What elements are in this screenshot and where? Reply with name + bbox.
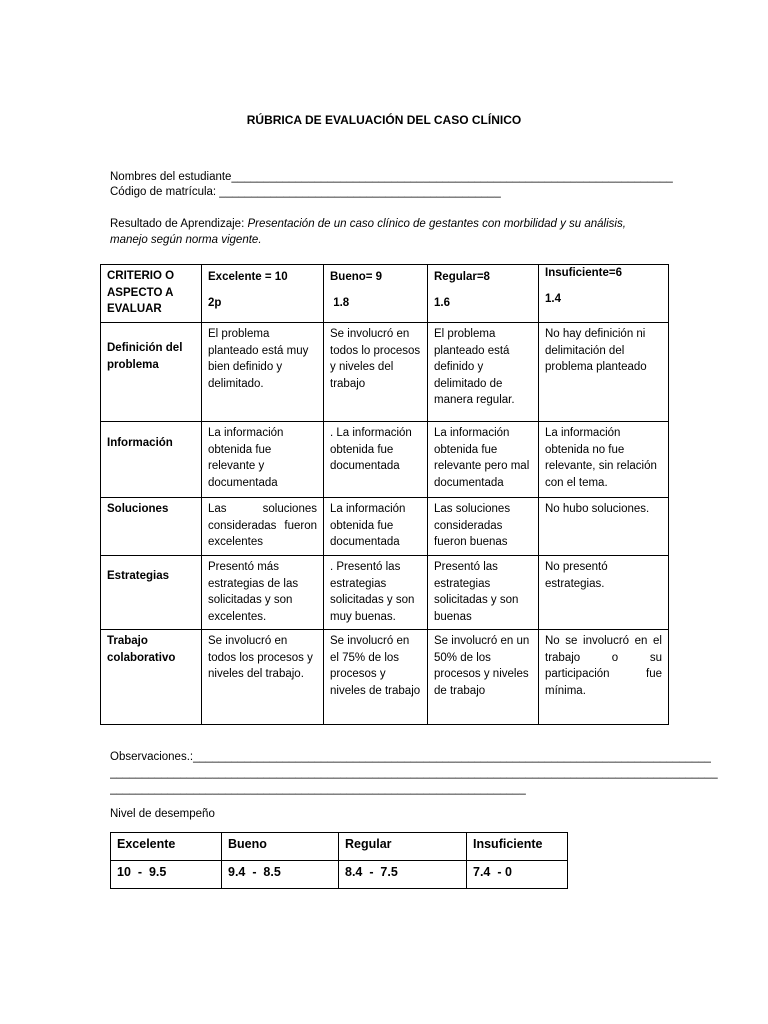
page-title: RÚBRICA DE EVALUACIÓN DEL CASO CLÍNICO: [246, 113, 522, 127]
criterion-cell: Trabajo colaborativo: [101, 630, 202, 725]
criterion-header: [101, 265, 202, 323]
rubric-cell: No hay definición ni delimitación del problema planteado: [539, 323, 669, 422]
rubric-cell: No hubo soluciones.: [539, 498, 669, 556]
performance-header: Insuficiente: [467, 833, 568, 861]
level-label: Regular=8: [434, 271, 490, 283]
level-header-insuficiente: [539, 265, 669, 323]
learning-outcome-line-1: [110, 218, 626, 230]
rubric-cell: La información obtenida fue relevante y documentada: [202, 422, 324, 498]
criterion-cell: Soluciones: [101, 498, 202, 556]
learning-outcome-label: Resultado de Aprendizaje:: [110, 218, 248, 230]
learning-outcome-text-2: manejo según norma vigente.: [110, 234, 262, 246]
level-points: 1.8: [330, 296, 350, 309]
rubric-cell: Las soluciones consideradas fueron buenas: [428, 498, 539, 556]
criterion-cell: Información: [101, 422, 202, 498]
rubric-cell: Presentó las estrategias solicitadas y son buenas: [428, 556, 539, 630]
rubric-cell: Se involucró en el 75% de los procesos y niveles de trabajo: [324, 630, 428, 725]
rubric-cell: Se involucró en todos lo procesos y niveles del trabajo: [324, 323, 428, 422]
enrollment-code-line: Código de matrícula: ____________________________________________: [110, 186, 501, 198]
rubric-row-informacion: [101, 422, 669, 498]
rubric-cell: Presentó más estrategias de las solicitadas y son excelentes.: [202, 556, 324, 630]
rubric-cell: . Presentó las estrategias solicitadas y son muy buenas.: [324, 556, 428, 630]
rubric-row-soluciones: [101, 498, 669, 556]
performance-level-table: [110, 832, 568, 889]
level-header-regular: [428, 265, 539, 323]
criterion-cell: Definición del problema: [101, 323, 202, 422]
rubric-cell: La información obtenida fue documentada: [324, 498, 428, 556]
performance-range: 10 - 9.5: [111, 861, 222, 889]
rubric-row-trabajo-colaborativo: [101, 630, 669, 725]
rubric-cell: . La información obtenida fue documentada: [324, 422, 428, 498]
performance-level-label: Nivel de desempeño: [110, 808, 215, 820]
observations-line: _________________________________________________________________: [110, 783, 526, 795]
level-label: Bueno= 9: [330, 271, 383, 283]
criterion-header-line: ASPECTO A: [107, 286, 174, 299]
criterion-cell: Estrategias: [101, 556, 202, 630]
performance-header: Regular: [339, 833, 467, 861]
rubric-cell: Se involucró en un 50% de los procesos y niveles de trabajo: [428, 630, 539, 725]
criterion-header-line: EVALUAR: [107, 303, 162, 315]
performance-header: Bueno: [222, 833, 339, 861]
level-points: 1.6: [434, 296, 450, 309]
performance-range: 7.4 - 0: [467, 861, 568, 889]
performance-range: 9.4 - 8.5: [222, 861, 339, 889]
criterion-header-line: CRITERIO O: [107, 270, 175, 282]
rubric-row-estrategias: [101, 556, 669, 630]
rubric-header-row: [101, 265, 669, 323]
observations-line: Observaciones.:_________________________________________________________________________________: [110, 751, 712, 763]
performance-range: 8.4 - 7.5: [339, 861, 467, 889]
learning-outcome-text-1: Presentación de un caso clínico de gestantes con morbilidad y su análisis,: [247, 218, 626, 230]
rubric-cell: La información obtenida no fue relevante, sin relación con el tema.: [539, 422, 669, 498]
student-name-line: Nombres del estudiante_____________________________________________________________________: [110, 171, 673, 183]
level-label: Excelente = 10: [208, 271, 288, 283]
performance-range-row: [111, 861, 568, 889]
rubric-row-definicion: [101, 323, 669, 422]
rubric-cell: El problema planteado está muy bien definido y delimitado.: [202, 323, 324, 422]
performance-header: Excelente: [111, 833, 222, 861]
rubric-cell: No se involucró en el trabajo o su participación fue mínima.: [539, 630, 669, 725]
performance-header-row: [111, 833, 568, 861]
rubric-cell: El problema planteado está definido y delimitado de manera regular.: [428, 323, 539, 422]
rubric-cell: Se involucró en todos los procesos y niveles del trabajo.: [202, 630, 324, 725]
level-points: 2p: [208, 296, 222, 309]
rubric-table: [100, 264, 669, 725]
rubric-cell: Las soluciones consideradas fueron excelentes: [202, 498, 324, 556]
level-label: Insuficiente=6: [545, 267, 623, 279]
rubric-cell: La información obtenida fue relevante pero mal documentada: [428, 422, 539, 498]
level-header-bueno: [324, 265, 428, 323]
rubric-cell: No presentó estrategias.: [539, 556, 669, 630]
level-points: 1.4: [545, 292, 561, 305]
observations-line: _______________________________________________________________________________________________: [110, 767, 718, 779]
level-header-excelente: [202, 265, 324, 323]
